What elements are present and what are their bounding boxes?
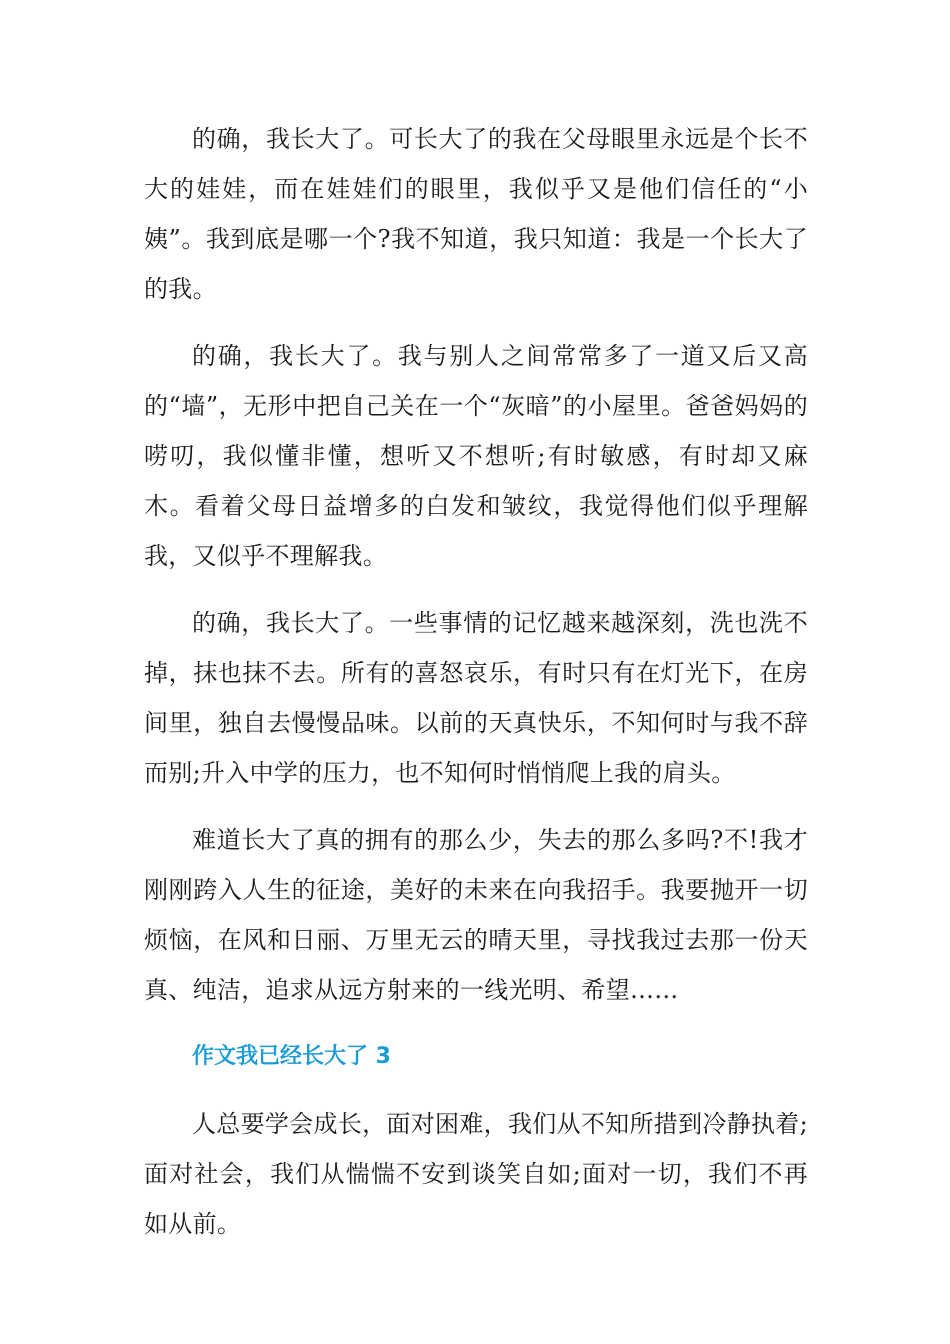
paragraph: 难道长大了真的拥有的那么少，失去的那么多吗?不!我才刚刚跨入人生的征途，美好的未来在向我招手。我要抛开一切烦恼，在风和日丽、万里无云的晴天里，寻找我过去那一份天真、纯洁，追求从远方射来的一线光明、希望…… xyxy=(144,826,808,1004)
paragraph: 人总要学会成长，面对困难，我们从不知所措到冷静执着;面对社会，我们从惴惴不安到谈笑自如;面对一切，我们不再如从前。 xyxy=(144,1110,808,1238)
section-heading: 作文我已经长大了 3 xyxy=(192,1044,391,1069)
paragraph: 的确，我长大了。一些事情的记忆越来越深刻，洗也洗不掉，抹也抹不去。所有的喜怒哀乐，有时只有在灯光下，在房间里，独自去慢慢品味。以前的天真快乐，不知何时与我不辞而别;升入中学的压力，也不知何时悄悄爬上我的肩头。 xyxy=(144,609,808,787)
paragraph: 的确，我长大了。我与别人之间常常多了一道又后又高的“墙”，无形中把自己关在一个“灰暗”的小屋里。爸爸妈妈的唠叨，我似懂非懂，想听又不想听;有时敏感，有时却又麻木。看着父母日益增多的白发和皱纹，我觉得他们似乎理解我，又似乎不理解我。 xyxy=(144,342,808,570)
document-body xyxy=(144,114,808,1266)
paragraph: 的确，我长大了。可长大了的我在父母眼里永远是个长不大的娃娃，而在娃娃们的眼里，我似乎又是他们信任的“小姨”。我到底是哪一个?我不知道，我只知道：我是一个长大了的我。 xyxy=(144,125,808,303)
